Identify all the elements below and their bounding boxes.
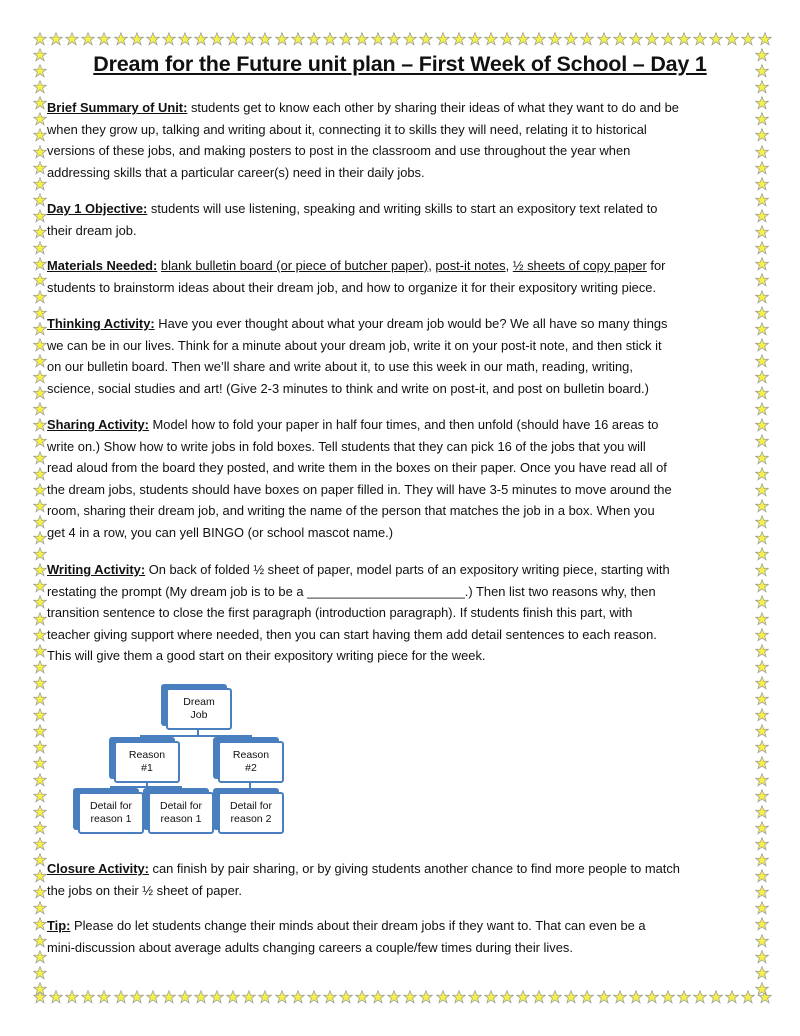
star-icon bbox=[755, 354, 769, 368]
text-line: for bbox=[646, 258, 666, 273]
star-icon bbox=[693, 990, 707, 1004]
section-label: Tip: bbox=[47, 918, 71, 933]
star-icon bbox=[49, 32, 63, 46]
star-icon bbox=[33, 128, 47, 142]
material-item: post-it notes bbox=[435, 258, 506, 273]
page-title: Dream for the Future unit plan – First Week of School – Day 1 bbox=[93, 52, 707, 76]
star-icon bbox=[403, 990, 417, 1004]
star-icon bbox=[436, 990, 450, 1004]
star-icon bbox=[709, 990, 723, 1004]
section-label: Writing Activity: bbox=[47, 562, 146, 577]
star-icon bbox=[33, 708, 47, 722]
star-icon bbox=[242, 32, 256, 46]
star-icon bbox=[755, 145, 769, 159]
text-line: Please do let students change their minds about their dream jobs if they want to. That can even be a bbox=[70, 918, 646, 933]
star-icon bbox=[307, 990, 321, 1004]
text-line: transition sentence to close the first paragraph (introduction paragraph). If students finish this part, with bbox=[47, 605, 633, 621]
star-icon bbox=[33, 692, 47, 706]
star-icon bbox=[33, 193, 47, 207]
star-icon bbox=[755, 177, 769, 191]
star-icon bbox=[755, 547, 769, 561]
star-icon bbox=[33, 451, 47, 465]
text-line: mini-discussion about average adults changing careers a couple/few times during their lives. bbox=[47, 939, 573, 955]
star-icon bbox=[755, 966, 769, 980]
star-icon bbox=[291, 990, 305, 1004]
star-icon bbox=[755, 628, 769, 642]
star-icon bbox=[33, 434, 47, 448]
text-line: when they grow up, talking and writing about it, connecting it to skills they will need, relating it to historical bbox=[47, 121, 647, 137]
star-icon bbox=[33, 370, 47, 384]
star-icon bbox=[33, 322, 47, 336]
star-icon bbox=[162, 32, 176, 46]
star-icon bbox=[532, 32, 546, 46]
star-icon bbox=[755, 885, 769, 899]
material-item: ½ sheets of copy paper bbox=[512, 258, 647, 273]
star-icon bbox=[468, 32, 482, 46]
star-icon bbox=[661, 32, 675, 46]
star-icon bbox=[33, 724, 47, 738]
star-icon bbox=[33, 306, 47, 320]
star-icon bbox=[564, 990, 578, 1004]
star-icon bbox=[33, 241, 47, 255]
star-icon bbox=[580, 32, 594, 46]
star-icon bbox=[755, 579, 769, 593]
star-icon bbox=[33, 418, 47, 432]
star-icon bbox=[755, 869, 769, 883]
star-icon bbox=[645, 990, 659, 1004]
star-icon bbox=[33, 901, 47, 915]
star-icon bbox=[33, 338, 47, 352]
star-icon bbox=[548, 990, 562, 1004]
star-icon bbox=[97, 32, 111, 46]
star-icon bbox=[210, 32, 224, 46]
text-line: students to brainstorm ideas about their dream job, and how to organize it for their expository writing piece. bbox=[47, 279, 657, 295]
star-icon bbox=[755, 724, 769, 738]
star-icon bbox=[33, 563, 47, 577]
star-icon bbox=[755, 128, 769, 142]
star-icon bbox=[33, 805, 47, 819]
star-icon bbox=[307, 32, 321, 46]
star-icon bbox=[114, 32, 128, 46]
star-icon bbox=[516, 32, 530, 46]
star-icon bbox=[33, 531, 47, 545]
star-icon bbox=[755, 402, 769, 416]
star-icon bbox=[532, 990, 546, 1004]
star-icon bbox=[436, 32, 450, 46]
star-icon bbox=[33, 467, 47, 481]
star-icon bbox=[33, 676, 47, 690]
text-line: addressing skills that a particular career(s) need in their daily jobs. bbox=[47, 164, 425, 180]
text-line: students will use listening, speaking and writing skills to start an expository text related to bbox=[147, 201, 658, 216]
text-line: room, sharing their dream job, and writing the name of the person that matches the job in a box. When you bbox=[47, 503, 655, 519]
star-icon bbox=[755, 660, 769, 674]
star-icon bbox=[755, 467, 769, 481]
star-icon bbox=[371, 990, 385, 1004]
star-icon bbox=[226, 990, 240, 1004]
star-icon bbox=[403, 32, 417, 46]
star-icon bbox=[33, 837, 47, 851]
text-line: on our bulletin board. Then we’ll share and write about it, to use this week in our math, reading, writing, bbox=[47, 359, 633, 375]
star-icon bbox=[755, 821, 769, 835]
star-icon bbox=[755, 515, 769, 529]
text-line: get 4 in a row, you can yell BINGO (or school mascot name.) bbox=[47, 524, 394, 540]
star-icon bbox=[33, 145, 47, 159]
star-icon bbox=[387, 32, 401, 46]
star-icon bbox=[33, 161, 47, 175]
star-icon bbox=[755, 112, 769, 126]
writing-section bbox=[47, 559, 757, 667]
star-icon bbox=[387, 990, 401, 1004]
diagram-box-detail-1b: Detail for reason 1 bbox=[148, 792, 214, 834]
material-item: blank bulletin board (or piece of butcher paper) bbox=[160, 258, 429, 273]
objective-section bbox=[47, 198, 757, 241]
star-icon bbox=[755, 595, 769, 609]
star-icon bbox=[33, 660, 47, 674]
text-line: their dream job. bbox=[47, 222, 137, 238]
star-icon bbox=[516, 990, 530, 1004]
star-icon bbox=[33, 225, 47, 239]
star-icon bbox=[755, 612, 769, 626]
section-label: Day 1 Objective: bbox=[47, 201, 148, 216]
star-icon bbox=[33, 483, 47, 497]
star-icon bbox=[65, 990, 79, 1004]
star-icon bbox=[146, 990, 160, 1004]
star-icon bbox=[33, 547, 47, 561]
star-icon bbox=[677, 32, 691, 46]
star-icon bbox=[755, 225, 769, 239]
star-icon bbox=[194, 32, 208, 46]
star-icon bbox=[178, 990, 192, 1004]
star-icon bbox=[355, 990, 369, 1004]
star-icon bbox=[755, 241, 769, 255]
text-line: Have you ever thought about what your dream job would be? We all have so many things bbox=[154, 316, 668, 331]
diagram-box-reason-1: Reason #1 bbox=[114, 741, 180, 783]
star-icon bbox=[484, 990, 498, 1004]
star-icon bbox=[355, 32, 369, 46]
star-icon bbox=[755, 290, 769, 304]
star-icon bbox=[291, 32, 305, 46]
star-icon bbox=[755, 80, 769, 94]
diagram-box-reason-2: Reason #2 bbox=[218, 741, 284, 783]
star-icon bbox=[33, 756, 47, 770]
star-icon bbox=[755, 644, 769, 658]
star-icon bbox=[275, 32, 289, 46]
section-label: Sharing Activity: bbox=[47, 417, 149, 432]
star-icon bbox=[755, 756, 769, 770]
section-label: Materials Needed: bbox=[47, 258, 158, 273]
star-icon bbox=[33, 821, 47, 835]
star-icon bbox=[755, 934, 769, 948]
star-icon bbox=[755, 193, 769, 207]
star-icon bbox=[755, 418, 769, 432]
star-icon bbox=[613, 990, 627, 1004]
star-icon bbox=[755, 708, 769, 722]
star-icon bbox=[468, 990, 482, 1004]
star-icon bbox=[755, 434, 769, 448]
star-icon bbox=[419, 32, 433, 46]
star-icon bbox=[755, 901, 769, 915]
star-icon bbox=[65, 32, 79, 46]
star-icon bbox=[629, 32, 643, 46]
star-icon bbox=[755, 322, 769, 336]
star-icon bbox=[755, 805, 769, 819]
star-icon bbox=[33, 177, 47, 191]
star-icon bbox=[81, 990, 95, 1004]
star-icon bbox=[755, 161, 769, 175]
star-icon bbox=[258, 990, 272, 1004]
star-icon bbox=[33, 853, 47, 867]
star-icon bbox=[755, 950, 769, 964]
star-icon bbox=[33, 80, 47, 94]
star-icon bbox=[755, 982, 769, 996]
star-icon bbox=[130, 990, 144, 1004]
text-line: read aloud from the board they posted, and write them in the boxes on their paper. Once you have read all of bbox=[47, 460, 667, 476]
star-icon bbox=[755, 273, 769, 287]
star-icon bbox=[755, 853, 769, 867]
star-icon bbox=[242, 990, 256, 1004]
star-icon bbox=[597, 990, 611, 1004]
text-line: versions of these jobs, and making posters to post in the classroom and use throughout the year when bbox=[47, 143, 631, 159]
text-line: the jobs on their ½ sheet of paper. bbox=[47, 882, 242, 898]
star-icon bbox=[339, 990, 353, 1004]
star-icon bbox=[33, 612, 47, 626]
star-icon bbox=[452, 990, 466, 1004]
star-icon bbox=[741, 990, 755, 1004]
star-icon bbox=[484, 32, 498, 46]
star-icon bbox=[755, 306, 769, 320]
star-icon bbox=[755, 773, 769, 787]
star-icon bbox=[755, 789, 769, 803]
star-icon bbox=[500, 32, 514, 46]
star-icon bbox=[33, 740, 47, 754]
star-icon bbox=[339, 32, 353, 46]
star-icon bbox=[755, 499, 769, 513]
star-icon bbox=[323, 990, 337, 1004]
star-icon bbox=[548, 32, 562, 46]
star-icon bbox=[33, 354, 47, 368]
star-icon bbox=[33, 885, 47, 899]
star-icon bbox=[755, 338, 769, 352]
star-icon bbox=[755, 386, 769, 400]
star-icon bbox=[33, 595, 47, 609]
star-icon bbox=[210, 990, 224, 1004]
diagram-box-detail-2: Detail for reason 2 bbox=[218, 792, 284, 834]
star-icon bbox=[755, 257, 769, 271]
star-icon bbox=[725, 32, 739, 46]
star-icon bbox=[33, 579, 47, 593]
text-line: write on.) Show how to write jobs in fold boxes. Tell students that they can pick 16 of the jobs that you will bbox=[47, 438, 646, 454]
star-icon bbox=[755, 676, 769, 690]
star-icon bbox=[693, 32, 707, 46]
star-icon bbox=[709, 32, 723, 46]
star-icon bbox=[755, 209, 769, 223]
star-icon bbox=[452, 32, 466, 46]
star-icon bbox=[49, 990, 63, 1004]
star-icon bbox=[146, 32, 160, 46]
star-icon bbox=[371, 32, 385, 46]
star-icon bbox=[33, 644, 47, 658]
closure-section bbox=[47, 858, 757, 901]
text-line: On back of folded ½ sheet of paper, model parts of an expository writing piece, starting with bbox=[145, 562, 670, 577]
star-icon bbox=[755, 370, 769, 384]
star-icon bbox=[33, 96, 47, 110]
text-line: Model how to fold your paper in half four times, and then unfold (should have 16 areas to bbox=[148, 417, 659, 432]
text-line: students get to know each other by sharing their ideas of what they want to do and be bbox=[187, 100, 679, 115]
star-icon bbox=[755, 692, 769, 706]
star-icon bbox=[758, 32, 772, 46]
section-label: Thinking Activity: bbox=[47, 316, 155, 331]
star-icon bbox=[741, 32, 755, 46]
star-icon bbox=[81, 32, 95, 46]
star-icon bbox=[33, 112, 47, 126]
star-icon bbox=[755, 483, 769, 497]
star-icon bbox=[755, 917, 769, 931]
star-icon bbox=[755, 96, 769, 110]
star-icon bbox=[178, 32, 192, 46]
star-icon bbox=[226, 32, 240, 46]
star-icon bbox=[755, 451, 769, 465]
text-line: we can be in our lives. Think for a minute about your dream job, write it on your post-it note, and then stick it bbox=[47, 337, 662, 353]
star-icon bbox=[33, 773, 47, 787]
star-icon bbox=[33, 499, 47, 513]
star-icon bbox=[33, 934, 47, 948]
star-icon bbox=[33, 628, 47, 642]
star-icon bbox=[33, 515, 47, 529]
star-icon bbox=[419, 990, 433, 1004]
star-icon bbox=[33, 917, 47, 931]
materials-section: Materials Needed: blank bulletin board (or piece of butcher paper), post-it notes, ½ sheets of copy paper for students to brainstorm ideas about their dream job, and how to organize it for their expository writing piece. bbox=[47, 255, 757, 298]
star-icon bbox=[613, 32, 627, 46]
star-icon bbox=[33, 273, 47, 287]
text-line: teacher giving support where needed, then you can start having them add detail sentences to each reason. bbox=[47, 626, 657, 642]
star-icon bbox=[33, 386, 47, 400]
star-icon bbox=[33, 402, 47, 416]
star-icon bbox=[97, 990, 111, 1004]
star-icon bbox=[755, 531, 769, 545]
star-icon bbox=[661, 990, 675, 1004]
star-icon bbox=[258, 32, 272, 46]
star-icon bbox=[275, 990, 289, 1004]
star-icon bbox=[500, 990, 514, 1004]
star-icon bbox=[33, 966, 47, 980]
text-line: the dream jobs, students should have boxes on paper filled in. They will have 3-5 minutes to move around the bbox=[47, 481, 672, 497]
star-icon bbox=[33, 789, 47, 803]
star-icon bbox=[162, 990, 176, 1004]
section-label: Closure Activity: bbox=[47, 861, 149, 876]
star-icon bbox=[725, 990, 739, 1004]
star-icon bbox=[629, 990, 643, 1004]
star-icon bbox=[755, 563, 769, 577]
star-icon bbox=[564, 32, 578, 46]
star-icon bbox=[755, 837, 769, 851]
star-icon bbox=[194, 990, 208, 1004]
star-icon bbox=[597, 32, 611, 46]
diagram-box-dream-job: Dream Job bbox=[166, 688, 232, 730]
star-icon bbox=[755, 740, 769, 754]
star-icon bbox=[130, 32, 144, 46]
star-icon bbox=[323, 32, 337, 46]
thinking-section bbox=[47, 313, 757, 399]
star-icon bbox=[580, 990, 594, 1004]
diagram-box-detail-1a: Detail for reason 1 bbox=[78, 792, 144, 834]
summary-section bbox=[47, 97, 757, 183]
text-line: can finish by pair sharing, or by giving students another chance to find more people to match bbox=[148, 861, 680, 876]
star-icon bbox=[677, 990, 691, 1004]
star-icon bbox=[33, 982, 47, 996]
sharing-section bbox=[47, 414, 757, 544]
text-line: This will give them a good start on their expository writing piece for the week. bbox=[47, 648, 486, 664]
star-icon bbox=[33, 950, 47, 964]
star-icon bbox=[33, 209, 47, 223]
star-icon bbox=[33, 257, 47, 271]
section-label: Brief Summary of Unit: bbox=[47, 100, 188, 115]
text-line: restating the prompt (My dream job is to be a ______________________.) Then list two reasons why, then bbox=[47, 583, 656, 599]
star-icon bbox=[114, 990, 128, 1004]
text-line: science, social studies and art! (Give 2-3 minutes to think and write on post-it, and post on bulletin board.) bbox=[47, 380, 649, 396]
tip-section bbox=[47, 915, 757, 958]
star-icon bbox=[33, 290, 47, 304]
star-icon bbox=[33, 869, 47, 883]
star-icon bbox=[33, 32, 47, 46]
star-icon bbox=[645, 32, 659, 46]
